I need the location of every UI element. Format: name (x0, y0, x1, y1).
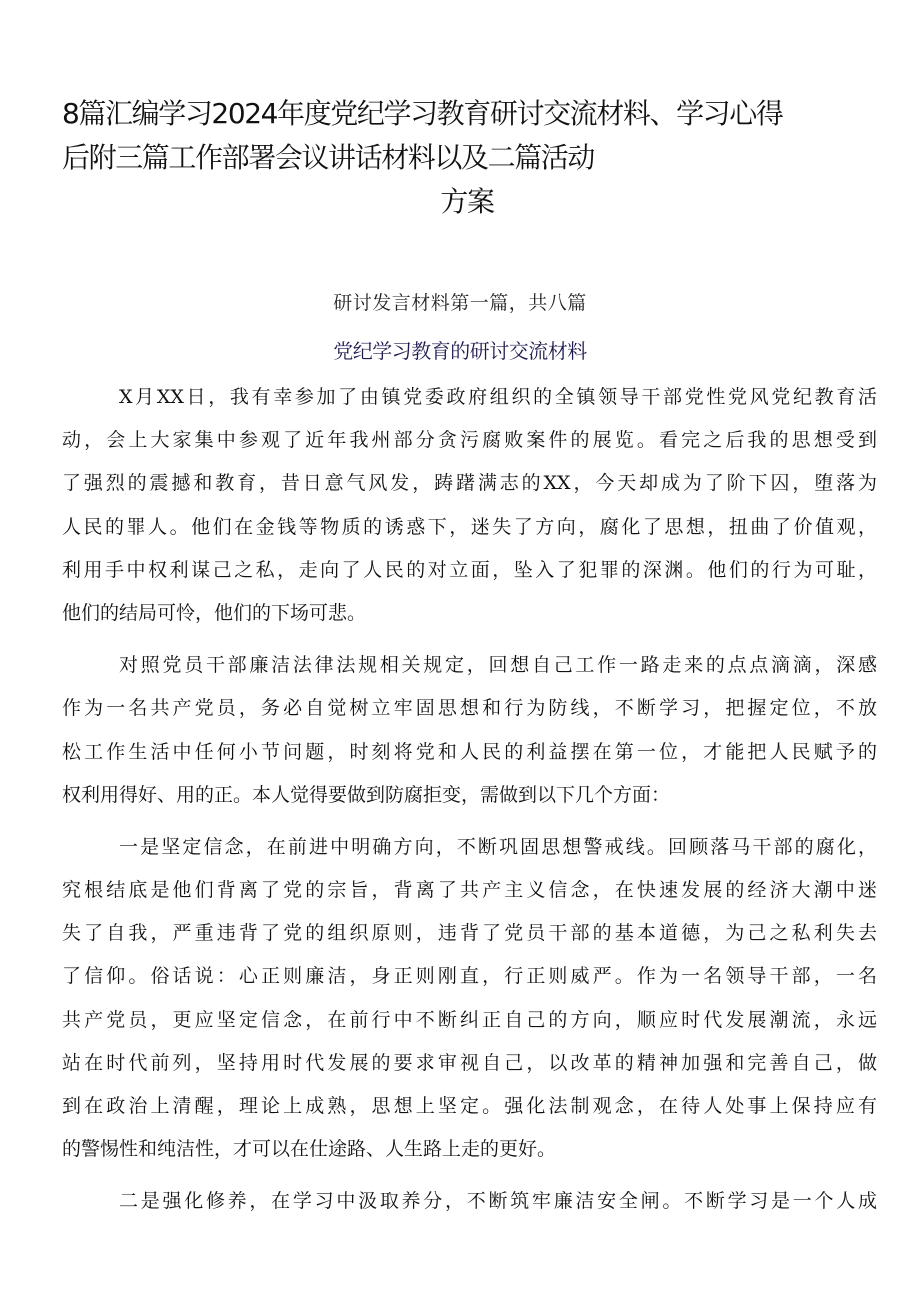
text-line: 权利用得好、用的正。本人觉得要做到防腐拒变，需做到以下几个方面： (62, 783, 671, 806)
text-line: 对照党员干部廉洁法律法规相关规定，回想自己工作一路走来的点点滴滴，深感 (119, 654, 877, 677)
text-line: 人民的罪人。他们在金钱等物质的诱惑下，迷失了方向，腐化了思想，扭曲了价值观， (62, 515, 877, 538)
text-line: 一是坚定信念，在前进中明确方向，不断巩固思想警戒线。回顾落马干部的腐化， (119, 835, 877, 858)
text-line: 二是强化修养，在学习中汲取养分，不断筑牢廉洁安全闸。不断学习是一个人成 (119, 1190, 877, 1213)
text-line: 动，会上大家集中参观了近年我州部分贪污腐败案件的展览。看完之后我的思想受到 (62, 429, 877, 452)
text-line: 的警惕性和纯洁性，才可以在仕途路、人生路上走的更好。 (62, 1138, 557, 1161)
text-line: 了强烈的震撼和教育，昔日意气风发，踌躇满志的XX，今天却成为了阶下囚，堕落为 (62, 472, 877, 495)
title-line: 方案 (440, 185, 494, 218)
text-line: 利用手中权利谋己之私，走向了人民的对立面，坠入了犯罪的深渊。他们的行为可耻， (62, 558, 877, 581)
text-line: 他们的结局可怜，他们的下场可悲。 (62, 601, 367, 624)
document-title (62, 92, 872, 224)
paragraph (62, 376, 877, 635)
text-line: 了信仰。俗话说：心正则廉洁，身正则刚直，行正则威严。作为一名领导干部，一名 (62, 965, 877, 988)
paragraph (62, 826, 877, 1172)
text-line: 松工作生活中任何小节问题，时刻将党和人民的利益摆在第一位，才能把人民赋予的 (62, 740, 877, 763)
text-line: 站在时代前列，坚持用时代发展的要求审视自己，以改革的精神加强和完善自己，做 (62, 1051, 877, 1074)
text-line: X月XX日，我有幸参加了由镇党委政府组织的全镇领导干部党性党风党纪教育活 (119, 386, 877, 408)
section-title: 党纪学习教育的研讨交流材料 (333, 339, 587, 363)
text-line: 究根结底是他们背离了党的宗旨，背离了共产主义信念，在快速发展的经济大潮中迷 (62, 879, 877, 902)
paragraph (62, 1180, 877, 1223)
paragraph (62, 644, 877, 817)
title-line: 8篇汇编学习2024年度党纪学习教育研讨交流材料、学习心得 (62, 97, 783, 130)
text-line: 到在政治上清醒，理论上成熟，思想上坚定。强化法制观念，在待人处事上保持应有 (62, 1095, 877, 1117)
body-text (62, 376, 877, 1233)
title-line: 后附三篇工作部署会议讲话材料以及二篇活动 (62, 141, 595, 174)
text-line: 失了自我，严重违背了党的组织原则，违背了党员干部的基本道德，为己之私利失去 (62, 922, 877, 945)
section-subtitle: 研讨发言材料第一篇，共八篇 (333, 292, 587, 314)
text-line: 作为一名共产党员，务必自觉树立牢固思想和行为防线，不断学习，把握定位，不放 (62, 697, 877, 720)
text-line: 共产党员，更应坚定信念，在前行中不断纠正自己的方向，顺应时代发展潮流，永远 (62, 1008, 877, 1031)
